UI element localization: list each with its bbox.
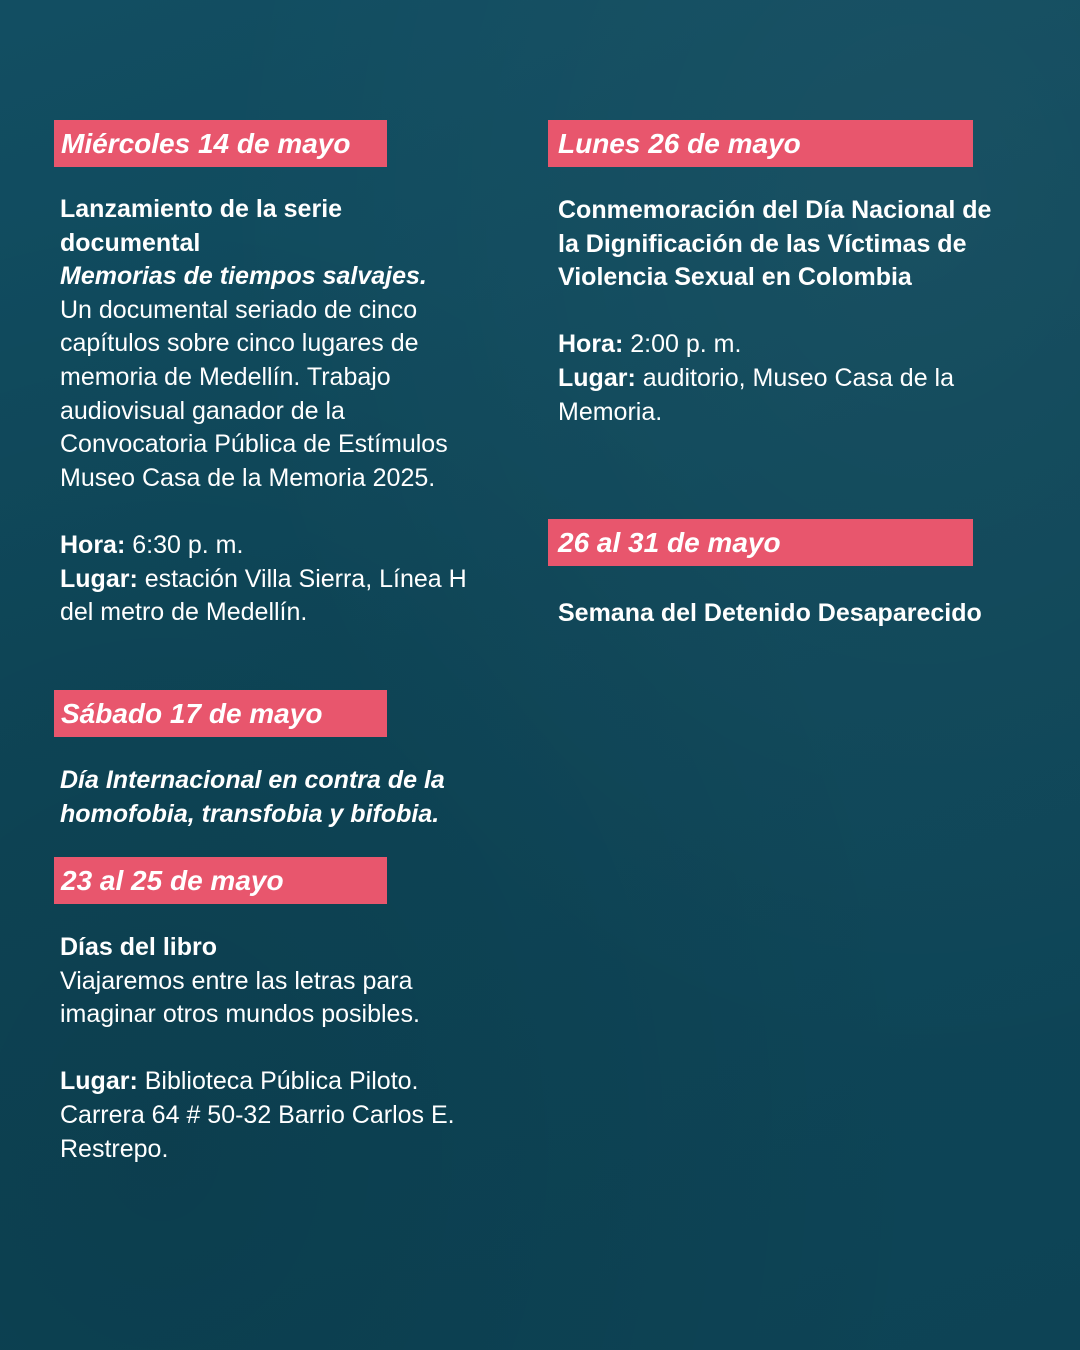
place-label: Lugar:	[60, 564, 138, 593]
event-title-line: homofobia, transfobia y bifobia.	[60, 799, 440, 828]
time-label: Hora:	[558, 330, 624, 359]
spacer	[60, 1032, 520, 1066]
event-description-line: Un documental seriado de cinco	[60, 295, 418, 324]
event-details	[60, 764, 520, 831]
event-title-line: Día Internacional en contra de la	[60, 766, 445, 794]
event-description-line: capítulos sobre cinco lugares de	[60, 329, 419, 358]
event-title-line: Lanzamiento de la serie	[60, 195, 343, 223]
event-title-line: la Dignificación de las Víctimas de	[558, 229, 967, 258]
place-value-line: Restrepo.	[60, 1134, 169, 1163]
event-series-title: Memorias de tiempos salvajes.	[60, 262, 427, 291]
place-value-line: Biblioteca Pública Piloto.	[137, 1067, 419, 1096]
event-time	[558, 328, 1038, 362]
place-value-line: estación Villa Sierra, Línea H	[137, 564, 467, 593]
event-date: Lunes 26 de mayo	[558, 128, 801, 159]
event-details	[60, 931, 520, 1166]
spacer	[558, 295, 1038, 329]
event-date-bar	[54, 120, 387, 167]
event-date-bar	[54, 857, 387, 904]
event-title-line: documental	[60, 228, 201, 257]
event-time	[60, 529, 520, 563]
event-place	[558, 362, 1038, 396]
event-details	[558, 194, 1038, 429]
event-description-line: Convocatoria Pública de Estímulos	[60, 430, 448, 459]
event-title-line: Conmemoración del Día Nacional de	[558, 196, 992, 224]
event-date-bar	[548, 120, 973, 167]
event-date: 23 al 25 de mayo	[61, 865, 284, 896]
event-place	[60, 1065, 520, 1099]
time-value: 2:00 p. m.	[623, 330, 742, 359]
event-date: 26 al 31 de mayo	[558, 527, 781, 558]
event-description-line: Viajaremos entre las letras para	[60, 966, 413, 995]
place-value-line: auditorio, Museo Casa de la	[635, 363, 955, 392]
event-description-line: memoria de Medellín. Trabajo	[60, 362, 391, 391]
event-title: Semana del Detenido Desaparecido	[558, 599, 982, 627]
event-description-line: Museo Casa de la Memoria 2025.	[60, 463, 436, 492]
event-date: Miércoles 14 de mayo	[61, 128, 351, 159]
place-value-line: Carrera 64 # 50-32 Barrio Carlos E.	[60, 1100, 455, 1129]
event-details	[60, 193, 520, 630]
event-description-line: imaginar otros mundos posibles.	[60, 1000, 420, 1029]
event-date-bar	[54, 690, 387, 737]
place-label: Lugar:	[60, 1067, 138, 1096]
place-label: Lugar:	[558, 363, 636, 392]
spacer	[60, 495, 520, 529]
place-value-line: del metro de Medellín.	[60, 598, 308, 627]
place-value-line: Memoria.	[558, 397, 663, 426]
event-details	[558, 597, 1038, 631]
time-label: Hora:	[60, 530, 126, 559]
event-description-line: audiovisual ganador de la	[60, 396, 345, 425]
event-date-bar	[548, 519, 973, 566]
event-date: Sábado 17 de mayo	[61, 698, 323, 729]
time-value: 6:30 p. m.	[125, 530, 244, 559]
event-title-line: Violencia Sexual en Colombia	[558, 263, 912, 292]
event-place	[60, 563, 520, 597]
event-title: Días del libro	[60, 933, 217, 961]
